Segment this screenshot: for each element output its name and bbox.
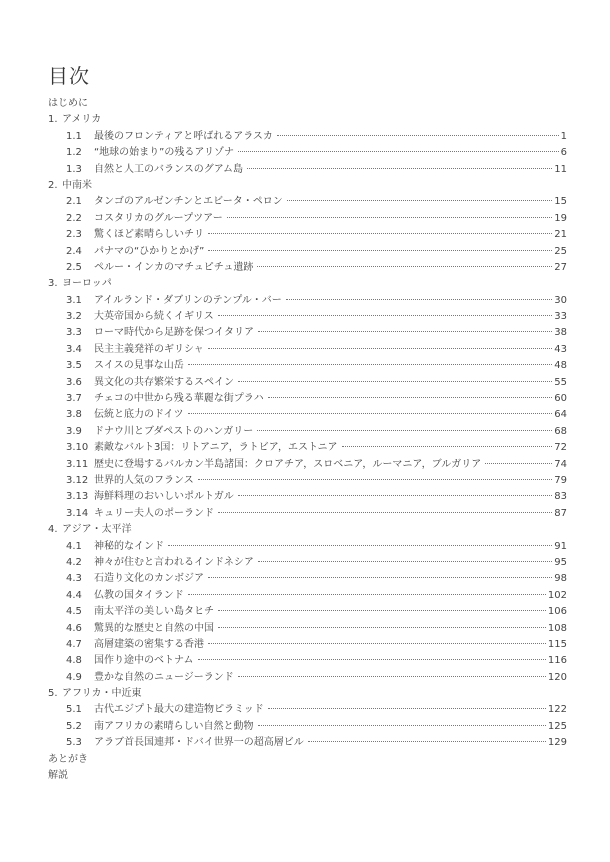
entry-number: 5.1 [66, 704, 82, 716]
entry-title: 大英帝国から続くイギリス [94, 311, 214, 323]
entry-number: 4.5 [66, 606, 82, 618]
toc-section-entry[interactable] [48, 424, 567, 440]
page-number: 55 [554, 376, 567, 388]
dot-leader [485, 462, 552, 464]
entry-number: 2.2 [66, 212, 82, 224]
page-number: 74 [554, 458, 567, 470]
toc-section-entry[interactable] [48, 358, 567, 374]
toc-section-entry[interactable] [48, 555, 567, 571]
dot-leader [247, 167, 552, 169]
page-number: 30 [554, 294, 567, 306]
entry-title: スイスの見事な山岳 [94, 360, 184, 372]
entry-number: 4.8 [66, 655, 82, 667]
entry-number: 3.13 [66, 491, 89, 503]
toc-section-entry[interactable] [48, 473, 567, 489]
page-number: 115 [547, 638, 567, 650]
entry-number: 1. [48, 114, 58, 126]
entry-title: はじめに [48, 98, 88, 109]
dot-leader [218, 511, 552, 513]
toc-entry[interactable] [48, 96, 567, 112]
dot-leader [287, 199, 553, 201]
page-number: 98 [554, 573, 567, 585]
toc-section-entry[interactable] [48, 375, 567, 391]
entry-title: 神秘的なインド [94, 540, 164, 552]
dot-leader [188, 363, 553, 365]
entry-title: アメリカ [62, 114, 102, 126]
entry-number: 3.14 [66, 507, 89, 519]
entry-title: 仏教の国タイランド [94, 589, 184, 601]
entry-number: 3.1 [66, 294, 82, 306]
entry-number: 4.3 [66, 573, 82, 585]
toc-section-entry[interactable] [48, 227, 567, 243]
toc-section-entry[interactable] [48, 325, 567, 341]
toc-section-entry[interactable] [48, 145, 567, 161]
toc-section-entry[interactable] [48, 391, 567, 407]
dot-leader [277, 134, 559, 136]
page-title: 目次 [48, 64, 90, 88]
toc-chapter-entry[interactable] [48, 276, 567, 292]
entry-title: アジア・太平洋 [62, 524, 132, 536]
page-number: 60 [554, 393, 567, 405]
entry-number: 3.4 [66, 343, 82, 355]
entry-number: 1.3 [66, 163, 82, 175]
page-number: 125 [547, 720, 567, 732]
entry-number: 3.8 [66, 409, 82, 421]
toc-section-entry[interactable] [48, 702, 567, 718]
dot-leader [188, 593, 546, 595]
entry-number: 3.10 [66, 442, 89, 454]
toc-section-entry[interactable] [48, 211, 567, 227]
entry-title: コスタリカのグループツアー [94, 212, 223, 224]
entry-number: 4.6 [66, 622, 82, 634]
dot-leader [257, 429, 552, 431]
dot-leader [208, 347, 552, 349]
entry-title: 伝統と底力のドイツ [94, 409, 184, 421]
entry-number: 5. [48, 688, 58, 700]
page-number: 87 [554, 507, 567, 519]
entry-title: ドナウ川とブダペストのハンガリー [94, 425, 254, 437]
toc-section-entry[interactable] [48, 604, 567, 620]
entry-title: 驚異的な歴史と自然の中国 [94, 622, 214, 634]
dot-leader [227, 216, 552, 218]
entry-number: 4.4 [66, 589, 82, 601]
dot-leader [168, 544, 552, 546]
page-number: 108 [547, 622, 567, 634]
toc-section-entry[interactable] [48, 309, 567, 325]
dot-leader [286, 298, 552, 300]
table-of-contents [48, 96, 567, 784]
entry-title: アイルランド・ダブリンのテンプル・バー [94, 294, 282, 306]
toc-section-entry[interactable] [48, 621, 567, 637]
page-number: 33 [554, 311, 567, 323]
dot-leader [258, 330, 552, 332]
entry-number: 4.2 [66, 556, 82, 568]
page-number: 21 [554, 229, 567, 241]
page-number: 95 [554, 556, 567, 568]
toc-section-entry[interactable] [48, 194, 567, 210]
toc-section-entry[interactable] [48, 735, 567, 751]
dot-leader [342, 445, 553, 447]
entry-number: 3.5 [66, 360, 82, 372]
entry-title: 素敵なバルト3国：リトアニア，ラトビア，エストニア [94, 442, 338, 454]
page-number: 1 [560, 130, 567, 142]
toc-section-entry[interactable] [48, 637, 567, 653]
entry-title: あとがき [48, 753, 88, 765]
dot-leader [218, 626, 546, 628]
toc-section-entry[interactable] [48, 506, 567, 522]
entry-title: 最後のフロンティアと呼ばれるアラスカ [94, 130, 273, 142]
entry-number: 2. [48, 179, 58, 191]
entry-title: キュリー夫人のポーランド [94, 507, 214, 519]
dot-leader [198, 658, 546, 660]
entry-number: 3. [48, 278, 58, 290]
dot-leader [257, 265, 552, 267]
toc-section-entry[interactable] [48, 407, 567, 423]
entry-number: 4. [48, 524, 58, 536]
entry-title: 南太平洋の美しい島タヒチ [94, 606, 214, 618]
entry-number: 5.3 [66, 737, 82, 749]
toc-section-entry[interactable] [48, 670, 567, 686]
dot-leader [258, 560, 552, 562]
entry-number: 3.6 [66, 376, 82, 388]
entry-title: 高層建築の密集する香港 [94, 638, 204, 650]
entry-number: 3.7 [66, 393, 82, 405]
toc-section-entry[interactable] [48, 162, 567, 178]
toc-chapter-entry[interactable] [48, 178, 567, 194]
dot-leader [198, 478, 553, 480]
entry-number: 3.12 [66, 474, 89, 486]
entry-title: 南アフリカの素晴らしい自然と動物 [94, 720, 254, 732]
entry-title: 解説 [48, 770, 68, 782]
dot-leader [208, 249, 552, 251]
page-number: 120 [547, 671, 567, 683]
toc-section-entry[interactable] [48, 457, 567, 473]
entry-title: チェコの中世から残る華麗な街プラハ [94, 393, 264, 405]
dot-leader [268, 396, 553, 398]
toc-section-entry[interactable] [48, 244, 567, 260]
entry-title: 驚くほど素晴らしいチリ [94, 229, 204, 241]
entry-title: ヨーロッパ [62, 278, 112, 290]
entry-title: パナマの“ひかりとかげ” [94, 245, 205, 257]
entry-title: 自然と人工のバランスのグアム島 [94, 163, 243, 175]
toc-section-entry[interactable] [48, 129, 567, 145]
page-number: 15 [554, 196, 567, 208]
entry-number: 4.9 [66, 671, 82, 683]
page-number: 43 [554, 343, 567, 355]
page-number: 116 [547, 655, 567, 667]
toc-section-entry[interactable] [48, 260, 567, 276]
toc-section-entry[interactable] [48, 719, 567, 735]
dot-leader [208, 232, 552, 234]
toc-section-entry[interactable] [48, 440, 567, 456]
entry-title: ローマ時代から足跡を保つイタリア [94, 327, 254, 339]
dot-leader [258, 724, 546, 726]
page-number: 91 [554, 540, 567, 552]
entry-title: 中南米 [62, 179, 92, 191]
toc-chapter-entry[interactable] [48, 112, 567, 128]
dot-leader [208, 576, 552, 578]
page-number: 48 [554, 360, 567, 372]
page-number: 68 [554, 425, 567, 437]
page-number: 27 [554, 261, 567, 273]
entry-number: 3.3 [66, 327, 82, 339]
dot-leader [218, 314, 552, 316]
entry-title: 古代エジプト最大の建造物ピラミッド [94, 704, 264, 716]
dot-leader [308, 740, 546, 742]
entry-title: 国作り途中のベトナム [94, 655, 194, 667]
entry-number: 4.7 [66, 638, 82, 650]
entry-title: タンゴのアルゼンチンとエビータ・ペロン [94, 196, 283, 208]
entry-number: 3.11 [66, 458, 89, 470]
toc-section-entry[interactable] [48, 571, 567, 587]
entry-number: 1.1 [66, 130, 82, 142]
toc-chapter-entry[interactable] [48, 522, 567, 538]
page-number: 6 [560, 147, 567, 159]
entry-number: 1.2 [66, 147, 82, 159]
page-number: 25 [554, 245, 567, 257]
toc-entry[interactable] [48, 768, 567, 784]
page-number: 11 [554, 163, 567, 175]
toc-section-entry[interactable] [48, 293, 567, 309]
page-number: 79 [554, 474, 567, 486]
page-number: 102 [547, 589, 567, 601]
entry-number: 2.3 [66, 229, 82, 241]
entry-number: 3.2 [66, 311, 82, 323]
dot-leader [208, 642, 546, 644]
page-number: 122 [547, 704, 567, 716]
toc-section-entry[interactable] [48, 588, 567, 604]
entry-number: 4.1 [66, 540, 82, 552]
toc-entry[interactable] [48, 752, 567, 768]
entry-title: 石造り文化のカンボジア [94, 573, 204, 585]
toc-section-entry[interactable] [48, 489, 567, 505]
entry-number: 2.1 [66, 196, 82, 208]
entry-title: 歴史に登場するバルカン半島諸国：クロアチア，スロベニア，ルーマニア，ブルガリア [94, 458, 482, 470]
entry-number: 5.2 [66, 720, 82, 732]
toc-section-entry[interactable] [48, 342, 567, 358]
entry-title: 世界的人気のフランス [94, 474, 194, 486]
dot-leader [238, 675, 546, 677]
entry-title: 異文化の共存繁栄するスペイン [94, 376, 234, 388]
page-number: 64 [554, 409, 567, 421]
page-number: 83 [554, 491, 567, 503]
dot-leader [238, 150, 559, 152]
entry-number: 2.5 [66, 261, 82, 273]
entry-title: アラブ首長国連邦・ドバイ世界一の超高層ビル [94, 737, 304, 749]
dot-leader [268, 707, 546, 709]
entry-number: 2.4 [66, 245, 82, 257]
entry-number: 3.9 [66, 425, 82, 437]
page-number: 38 [554, 327, 567, 339]
page-number: 106 [547, 606, 567, 618]
entry-title: ペルー・インカのマチュピチュ遺跡 [94, 261, 254, 273]
entry-title: アフリカ・中近東 [62, 688, 142, 700]
dot-leader [238, 494, 553, 496]
entry-title: “地球の始まり”の残るアリゾナ [94, 147, 234, 159]
page-number: 72 [554, 442, 567, 454]
page-number: 19 [554, 212, 567, 224]
toc-section-entry[interactable] [48, 653, 567, 669]
toc-chapter-entry[interactable] [48, 686, 567, 702]
dot-leader [238, 380, 552, 382]
dot-leader [188, 412, 553, 414]
entry-title: 豊かな自然のニュージーランド [94, 671, 234, 683]
entry-title: 神々が住むと言われるインドネシア [94, 556, 254, 568]
entry-title: 海鮮料理のおいしいポルトガル [94, 491, 234, 503]
page-number: 129 [547, 737, 567, 749]
dot-leader [218, 609, 546, 611]
entry-title: 民主主義発祥のギリシャ [94, 343, 204, 355]
toc-section-entry[interactable] [48, 539, 567, 555]
